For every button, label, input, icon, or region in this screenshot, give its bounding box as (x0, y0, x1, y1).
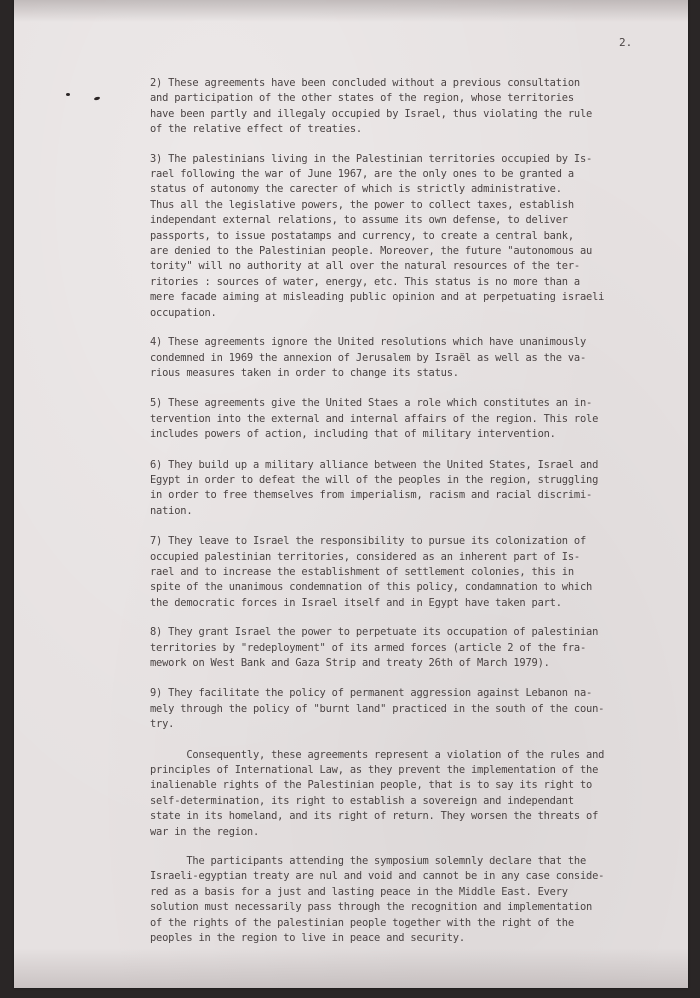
text-line: status of autonomy the carecter of which is strictly administrative. (150, 183, 562, 196)
text-line: of the rights of the palestinian people together with the right of the (150, 916, 574, 929)
text-line: mere facade aiming at misleading public opinion and at perpetuating israeli (150, 291, 605, 304)
text-line: 8) They grant Israel the power to perpetuate its occupation of palestinian (150, 626, 599, 639)
text-line: condemned in 1969 the annexion of Jerusalem by Israël as well as the va- (150, 351, 587, 364)
ink-speck (94, 96, 101, 100)
text-line: in order to free themselves from imperialism, racism and racial discrimi- (150, 489, 593, 502)
ink-speck (66, 93, 70, 96)
paragraph-7 (150, 625, 658, 671)
text-line: tority" will no authority at all over the natural resources of the ter- (150, 260, 580, 273)
text-line: 3) The palestinians living in the Palestinian territories occupied by Is- (150, 152, 593, 165)
text-line: self-determination, its right to establish a sovereign and independant (150, 794, 574, 807)
document-body (150, 76, 658, 961)
text-line: ritories : sources of water, energy, etc. This status is no more than a (150, 275, 580, 288)
text-line: mely through the policy of "burnt land" practiced in the south of the coun- (150, 702, 605, 715)
text-line: 5) These agreements give the United Staes a role which constitutes an in- (150, 397, 593, 410)
paragraph-2 (150, 152, 658, 321)
text-line: and participation of the other states of the region, whose territories (150, 92, 574, 105)
text-line: Israeli-egyptian treaty are nul and void and cannot be in any case conside- (150, 870, 605, 883)
scan-edge-top (14, 0, 688, 22)
text-line: independant external relations, to assume its own defense, to deliver (150, 214, 568, 227)
text-line: 9) They facilitate the policy of permanent aggression against Lebanon na- (150, 687, 593, 700)
text-line: Consequently, these agreements represent a violation of the rules and (150, 748, 605, 761)
paragraph-9 (150, 748, 658, 840)
text-line: Thus all the legislative powers, the power to collect taxes, establish (150, 198, 574, 211)
text-line: The participants attending the symposium solemnly declare that the (150, 855, 587, 868)
text-line: rael following the war of June 1967, are the only ones to be granted a (150, 168, 574, 181)
text-line: principles of International Law, as they prevent the implementation of the (150, 764, 599, 777)
text-line: inalienable rights of the Palestinian people, that is to say its right to (150, 779, 593, 792)
text-line: 6) They build up a military alliance between the United States, Israel and (150, 458, 599, 471)
text-line: mework on West Bank and Gaza Strip and treaty 26th of March 1979). (150, 657, 550, 669)
page-number: 2. (619, 36, 633, 49)
text-line: of the relative effect of treaties. (150, 123, 362, 136)
text-line: solution must necessarily pass through the recognition and implementation (150, 901, 593, 914)
text-line: red as a basis for a just and lasting peace in the Middle East. Every (150, 885, 568, 898)
paragraph-4 (150, 396, 658, 442)
text-line: passports, to issue postatamps and currency, to create a central bank, (150, 229, 574, 242)
paragraph-10 (150, 854, 658, 946)
text-line: rious measures taken in order to change its status. (150, 366, 459, 379)
text-line: peoples in the region to live in peace and security. (150, 932, 465, 945)
text-line: state in its homeland, and its right of return. They worsen the threats of (150, 810, 599, 823)
text-line: nation. (150, 504, 193, 517)
text-line: occupation. (150, 306, 217, 319)
text-line: try. (150, 718, 175, 731)
text-line: territories by "redeployment" of its armed forces (article 2 of the fra- (150, 641, 587, 654)
text-line: are denied to the Palestinian people. Moreover, the future "autonomous au (150, 245, 593, 258)
text-line: Egypt in order to defeat the will of the peoples in the region, struggling (150, 473, 599, 486)
text-line: have been partly and illegaly occupied by Israel, thus violating the rule (150, 107, 593, 120)
text-line: 2) These agreements have been concluded without a previous consultation (150, 77, 580, 89)
paragraph-6 (150, 534, 658, 611)
text-line: spite of the unanimous condemnation of this policy, condamnation to which (150, 581, 593, 594)
text-line: tervention into the external and internal affairs of the region. This role (150, 412, 599, 425)
text-line: the democratic forces in Israel itself and in Egypt have taken part. (150, 596, 562, 609)
document-page (14, 0, 688, 988)
paragraph-1 (150, 76, 658, 138)
text-line: war in the region. (150, 825, 260, 838)
text-line: 7) They leave to Israel the responsibility to pursue its colonization of (150, 535, 587, 548)
text-line: includes powers of action, including that of military intervention. (150, 428, 556, 441)
text-line: 4) These agreements ignore the United resolutions which have unanimously (150, 336, 587, 349)
text-line: rael and to increase the establishment of settlement colonies, this in (150, 565, 574, 578)
paragraph-8 (150, 686, 658, 732)
paragraph-5 (150, 458, 658, 520)
paragraph-3 (150, 335, 658, 381)
text-line: occupied palestinian territories, considered as an inherent part of Is- (150, 550, 580, 563)
